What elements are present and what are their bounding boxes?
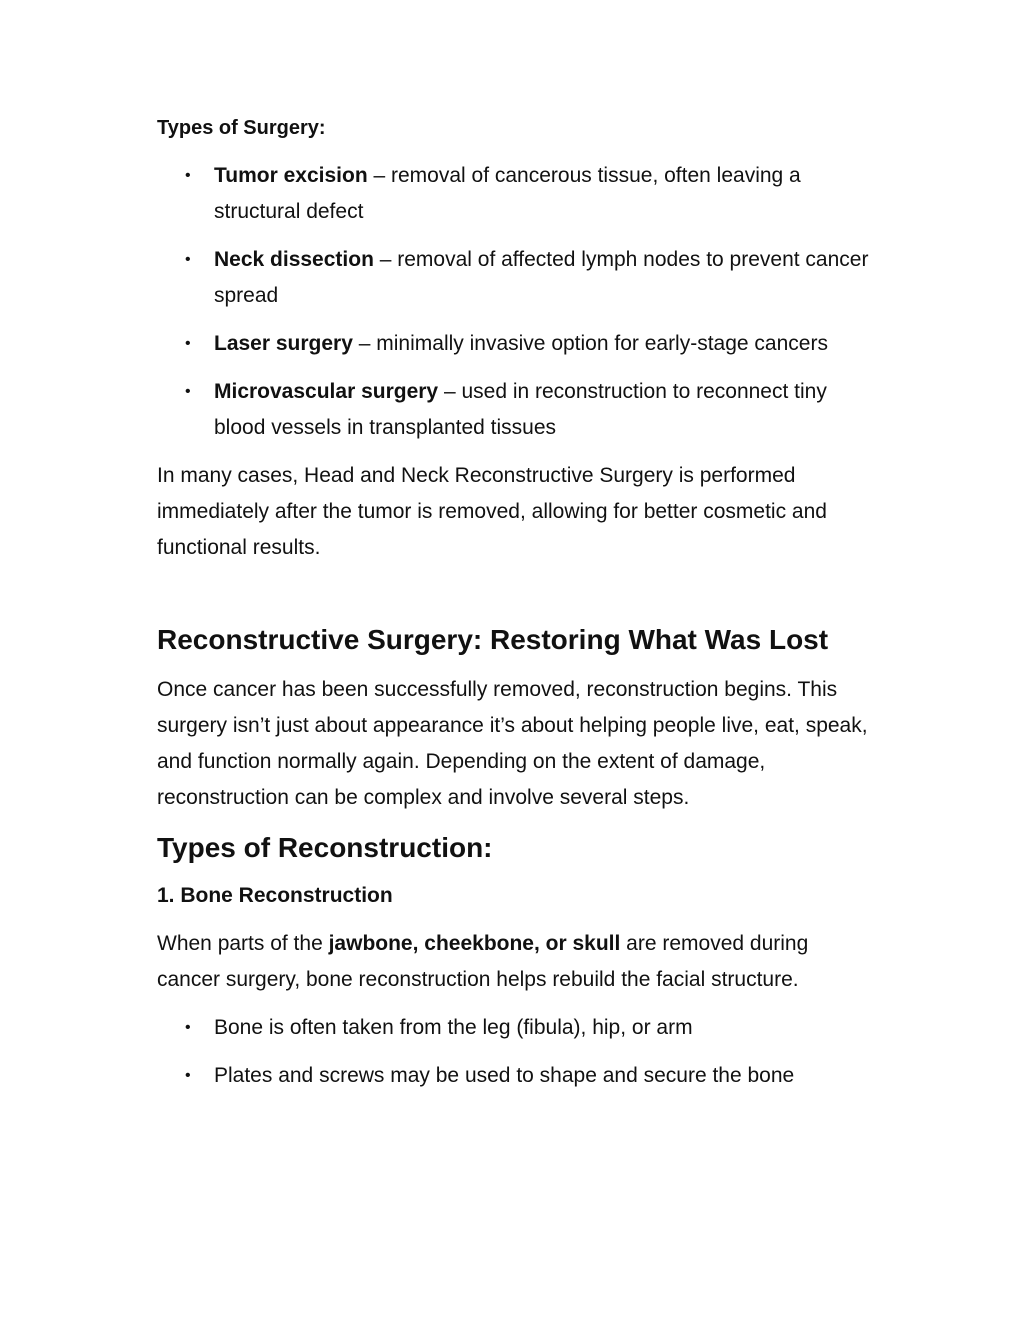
list-item-term: Microvascular surgery <box>214 380 439 403</box>
list-item-term: Laser surgery <box>214 332 353 355</box>
document-page <box>157 110 877 1106</box>
list-item-description: – minimally invasive option for early-stage cancers <box>352 332 828 355</box>
bullet-icon: • <box>185 251 191 268</box>
bullet-icon: • <box>185 1067 191 1084</box>
bullet-icon: • <box>185 167 191 184</box>
bullet-icon: • <box>185 1019 191 1036</box>
paragraph-text: When parts of the <box>157 932 329 955</box>
intro-paragraph: In many cases, Head and Neck Reconstructive Surgery is performed immediately after the tumor is removed, allowing for better cosmetic and functional results. <box>157 464 827 559</box>
list-item <box>157 1058 877 1094</box>
surgery-types-list <box>157 158 877 446</box>
list-item <box>157 158 877 230</box>
paragraph-text: are removed during cancer surgery, bone reconstruction helps rebuild the facial structure. <box>157 932 809 991</box>
bone-reconstruction-paragraph <box>157 926 877 998</box>
list-item-term: Tumor excision <box>214 164 368 187</box>
list-item-description: – removal of affected lymph nodes to prevent cancer spread <box>214 248 869 307</box>
list-item-text: Plates and screws may be used to shape and secure the bone <box>214 1064 795 1087</box>
bullet-icon: • <box>185 383 191 400</box>
list-item <box>157 242 877 314</box>
bone-reconstruction-list <box>157 1010 877 1094</box>
bullet-icon: • <box>185 335 191 352</box>
types-of-surgery-heading: Types of Surgery: <box>157 117 326 139</box>
list-item-term: Neck dissection <box>214 248 374 271</box>
reconstructive-surgery-heading: Reconstructive Surgery: Restoring What Was Lost <box>157 624 829 655</box>
paragraph-bold-text: jawbone, cheekbone, or skull <box>328 932 621 955</box>
list-item <box>157 326 877 362</box>
list-item <box>157 374 877 446</box>
list-item-description: – used in reconstruction to reconnect tiny blood vessels in transplanted tissues <box>214 380 827 439</box>
list-item-description: – removal of cancerous tissue, often leaving a structural defect <box>214 164 801 223</box>
list-item <box>157 1010 877 1046</box>
list-item-text: Bone is often taken from the leg (fibula), hip, or arm <box>214 1016 693 1039</box>
types-of-reconstruction-heading: Types of Reconstruction: <box>157 832 493 863</box>
bone-reconstruction-heading: 1. Bone Reconstruction <box>157 884 393 907</box>
reconstructive-paragraph: Once cancer has been successfully removed, reconstruction begins. This surgery isn’t just about appearance it’s about helping people live, eat, speak, and function normally again. Depending on the extent of damage, reconstruction can be complex and involve several steps. <box>157 678 868 809</box>
